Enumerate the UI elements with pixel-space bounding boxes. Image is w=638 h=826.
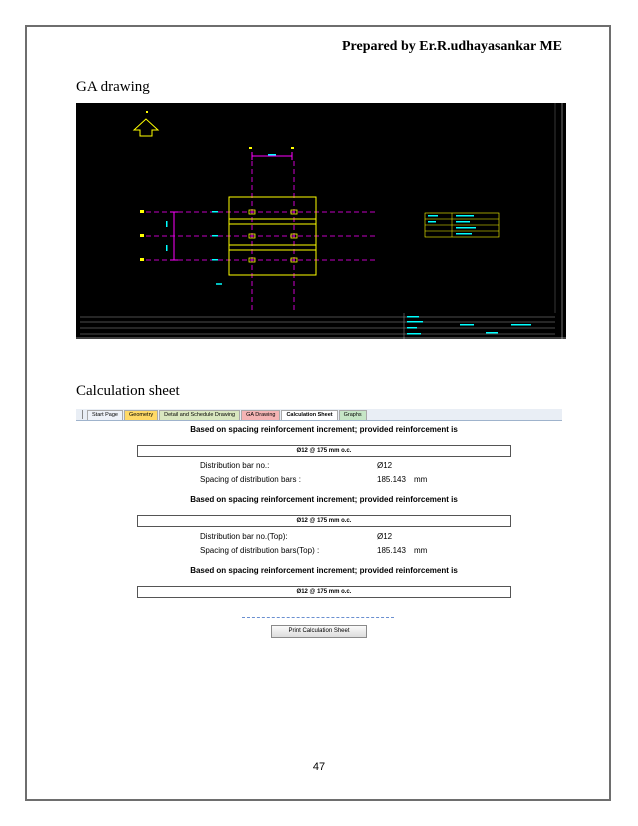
ga-drawing-image <box>76 103 566 339</box>
reinforcement-heading-3: Based on spacing reinforcement increment; provided reinforcement is <box>190 566 458 575</box>
ga-drawing-svg <box>76 103 566 339</box>
tab-bar-grip <box>76 410 83 419</box>
distribution-spacing-top-unit: mm <box>414 546 428 555</box>
tab-bar <box>76 409 562 421</box>
distribution-bar-value: Ø12 <box>377 461 393 470</box>
tab-ga-drawing[interactable]: GA Drawing <box>241 410 280 420</box>
calculation-sheet-title: Calculation sheet <box>76 383 180 399</box>
distribution-bar-label: Distribution bar no.: <box>200 461 270 470</box>
provided-reinforcement-3: Ø12 @ 175 mm o.c. <box>137 586 511 598</box>
distribution-bar-top-label: Distribution bar no.(Top): <box>200 532 288 541</box>
separator-line <box>242 617 394 618</box>
reinforcement-heading-2: Based on spacing reinforcement increment; provided reinforcement is <box>190 495 458 504</box>
tab-geometry[interactable]: Geometry <box>124 410 158 420</box>
distribution-spacing-unit: mm <box>414 475 428 484</box>
north-arrow-icon <box>134 111 158 136</box>
distribution-spacing-top-value: 185.143 <box>377 546 406 555</box>
distribution-spacing-top-label: Spacing of distribution bars(Top) : <box>200 546 320 555</box>
tab-start-page[interactable]: Start Page <box>87 410 123 420</box>
distribution-bar-top-value: Ø12 <box>377 532 393 541</box>
provided-reinforcement-2: Ø12 @ 175 mm o.c. <box>137 515 511 527</box>
prepared-by-header: Prepared by Er.R.udhayasankar ME <box>341 39 562 54</box>
reinforcement-heading-1: Based on spacing reinforcement increment; provided reinforcement is <box>190 425 458 434</box>
distribution-spacing-value: 185.143 <box>377 475 406 484</box>
ga-drawing-title: GA drawing <box>76 79 150 95</box>
print-calculation-sheet-button[interactable]: Print Calculation Sheet <box>271 625 367 638</box>
tab-calculation-sheet[interactable]: Calculation Sheet <box>281 410 337 420</box>
page-number: 47 <box>312 761 326 773</box>
tab-detail-schedule[interactable]: Detail and Schedule Drawing <box>159 410 240 420</box>
provided-reinforcement-1: Ø12 @ 175 mm o.c. <box>137 445 511 457</box>
tab-graphs[interactable]: Graphs <box>339 410 367 420</box>
distribution-spacing-label: Spacing of distribution bars : <box>200 475 301 484</box>
